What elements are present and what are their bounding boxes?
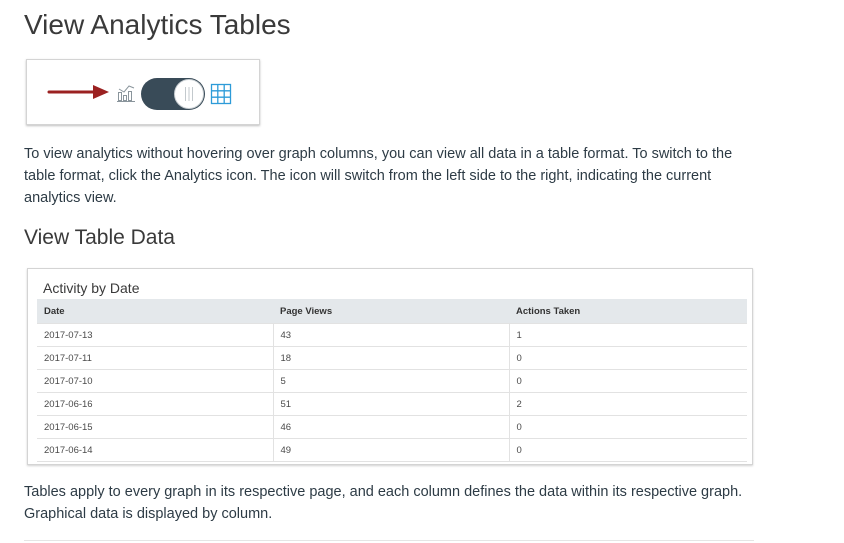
page-title: View Analytics Tables [24, 9, 291, 40]
table-row [37, 347, 747, 370]
table-icon[interactable] [210, 83, 232, 105]
section-title: View Table Data [24, 226, 175, 249]
cell-page-views: 43 [273, 324, 509, 347]
cell-actions-taken: 0 [509, 439, 747, 462]
activity-table-screenshot [27, 268, 753, 465]
cell-actions-taken: 0 [509, 416, 747, 439]
divider [24, 540, 754, 541]
red-arrow-icon [47, 82, 113, 102]
cell-date: 2017-07-10 [37, 370, 273, 393]
cell-page-views: 49 [273, 439, 509, 462]
analytics-toggle-screenshot [26, 59, 260, 125]
toggle-knob[interactable] [174, 79, 204, 109]
table-header-row [37, 299, 747, 324]
activity-table [37, 299, 747, 462]
table-row [37, 439, 747, 462]
grip-lines-icon [175, 80, 203, 108]
cell-actions-taken: 0 [509, 347, 747, 370]
cell-page-views: 46 [273, 416, 509, 439]
table-title: Activity by Date [43, 280, 140, 296]
column-header-actions-taken: Actions Taken [509, 299, 747, 324]
cell-date: 2017-06-15 [37, 416, 273, 439]
cell-actions-taken: 0 [509, 370, 747, 393]
graph-icon[interactable] [116, 83, 136, 103]
cell-date: 2017-07-11 [37, 347, 273, 370]
intro-paragraph: To view analytics without hovering over graph columns, you can view all data in a table format. To switch to the table format, click the Analytics icon. The icon will switch from the left side to the right, indicating the current analytics view. [24, 146, 733, 206]
analytics-view-toggle[interactable] [141, 78, 205, 110]
column-header-page-views: Page Views [273, 299, 509, 324]
table-row [37, 370, 747, 393]
outro-paragraph: Tables apply to every graph in its respective page, and each column defines the data within its respective graph. Graphical data is displayed by column. [24, 484, 743, 522]
column-header-date: Date [37, 299, 273, 324]
table-row [37, 416, 747, 439]
cell-actions-taken: 1 [509, 324, 747, 347]
cell-date: 2017-07-13 [37, 324, 273, 347]
table-row [37, 324, 747, 347]
cell-page-views: 18 [273, 347, 509, 370]
table-row [37, 393, 747, 416]
cell-page-views: 51 [273, 393, 509, 416]
cell-date: 2017-06-14 [37, 439, 273, 462]
cell-actions-taken: 2 [509, 393, 747, 416]
cell-date: 2017-06-16 [37, 393, 273, 416]
cell-page-views: 5 [273, 370, 509, 393]
